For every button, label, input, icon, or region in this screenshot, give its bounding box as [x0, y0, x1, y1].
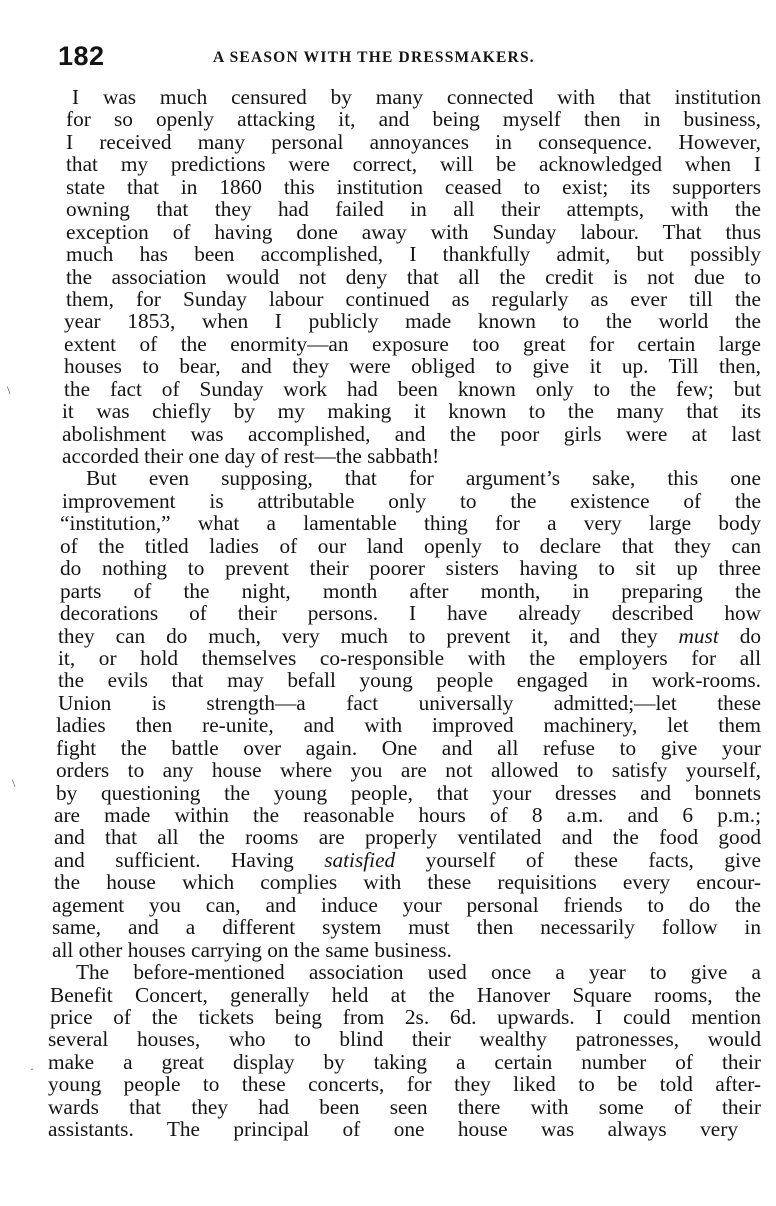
text-line: the fact of Sunday work had been known only to the few; but	[64, 376, 761, 401]
text-line: “institution,” what a lamentable thing for a very large body	[60, 511, 761, 536]
text-line: parts of the night, month after month, in preparing the	[60, 578, 761, 603]
margin-mark: ·	[30, 1062, 34, 1076]
text-line: orders to any house where you are not allowed to satisfy yourself,	[56, 758, 761, 783]
text-line: I received many personal annoyances in consequence. However,	[66, 129, 761, 154]
text-line: by questioning the young people, that your dresses and bonnets	[56, 780, 761, 805]
margin-mark: \	[12, 776, 16, 790]
text-line: do nothing to prevent their poorer sisters having to sit up three	[60, 556, 761, 581]
text-line: improvement is attributable only to the existence of the	[62, 488, 761, 513]
text-line: decorations of their persons. I have already described how	[60, 601, 761, 626]
text-line: extent of the enormity—an exposure too great for certain large	[64, 331, 761, 356]
text-line: abolishment was accomplished, and the poor girls were at last	[62, 421, 761, 446]
text-line: owning that they had failed in all their attempts, with the	[66, 197, 761, 222]
text-line: houses to bear, and they were obliged to give it up. Till then,	[64, 354, 761, 379]
text-line: The before-mentioned association used once a year to give a	[76, 960, 761, 985]
text-line: it, or hold themselves co-responsible with the employers for all	[58, 645, 761, 670]
text-line: for so openly attacking it, and being myself then in business,	[66, 107, 761, 132]
text-line: several houses, who to blind their wealthy patronesses, would	[48, 1027, 761, 1052]
text-line: price of the tickets being from 2s. 6d. upwards. I could mention	[50, 1004, 761, 1029]
text-line: young people to these concerts, for they liked to be told after-	[48, 1072, 761, 1097]
text-line: make a great display by taking a certain number of their	[48, 1049, 761, 1074]
text-line: state that in 1860 this institution ceased to exist; its supporters	[66, 174, 761, 199]
text-line: agement you can, and induce your personal friends to do the	[52, 892, 761, 917]
text-line: accorded their one day of rest—the sabbath!	[62, 444, 440, 468]
text-line: ladies then re-unite, and with improved machinery, let them	[56, 713, 761, 738]
page-header	[58, 38, 758, 74]
text-line: all other houses carrying on the same business.	[52, 937, 452, 962]
text-line: they can do much, very much to prevent it, and they must do	[58, 623, 761, 648]
text-line: of the titled ladies of our land openly to declare that they can	[60, 533, 761, 558]
text-line: and that all the rooms are properly ventilated and the food good	[54, 825, 761, 850]
text-line: same, and a different system must then necessarily follow in	[52, 915, 761, 940]
text-line: that my predictions were correct, will be acknowledged when I	[66, 152, 761, 177]
text-line: year 1853, when I publicly made known to the world the	[64, 309, 761, 334]
text-line: assistants. The principal of one house was always very	[48, 1117, 738, 1142]
text-line: Union is strength—a fact universally admitted;—let these	[58, 690, 761, 715]
text-line: wards that they had been seen there with some of their	[48, 1094, 761, 1119]
text-line: and sufficient. Having satisfied yourself of these facts, give	[54, 847, 761, 872]
text-line: fight the battle over again. One and all refuse to give your	[56, 735, 761, 760]
body-text	[46, 86, 776, 1141]
text-line: But even supposing, that for argument’s sake, this one	[86, 466, 761, 491]
text-line: the association would not deny that all the credit is not due to	[66, 264, 761, 289]
margin-mark: \	[7, 383, 11, 397]
text-line: much has been accomplished, I thankfully admit, but possibly	[66, 242, 761, 267]
text-line: the house which complies with these requisitions every encour-	[54, 870, 761, 895]
text-line: them, for Sunday labour continued as regularly as ever till the	[66, 286, 761, 311]
text-line: Benefit Concert, generally held at the Hanover Square rooms, the	[50, 982, 761, 1007]
text-line: are made within the reasonable hours of 8 a.m. and 6 p.m.;	[54, 803, 761, 827]
text-line: it was chiefly by my making it known to the many that its	[62, 399, 761, 424]
text-line: exception of having done away with Sunday labour. That thus	[66, 219, 761, 244]
page-number: 182	[58, 41, 105, 71]
text-line: I was much censured by many connected with that institution	[72, 85, 761, 109]
text-line: the evils that may befall young people engaged in work-rooms.	[58, 668, 761, 693]
running-title: A SEASON WITH THE DRESSMAKERS.	[213, 49, 535, 66]
